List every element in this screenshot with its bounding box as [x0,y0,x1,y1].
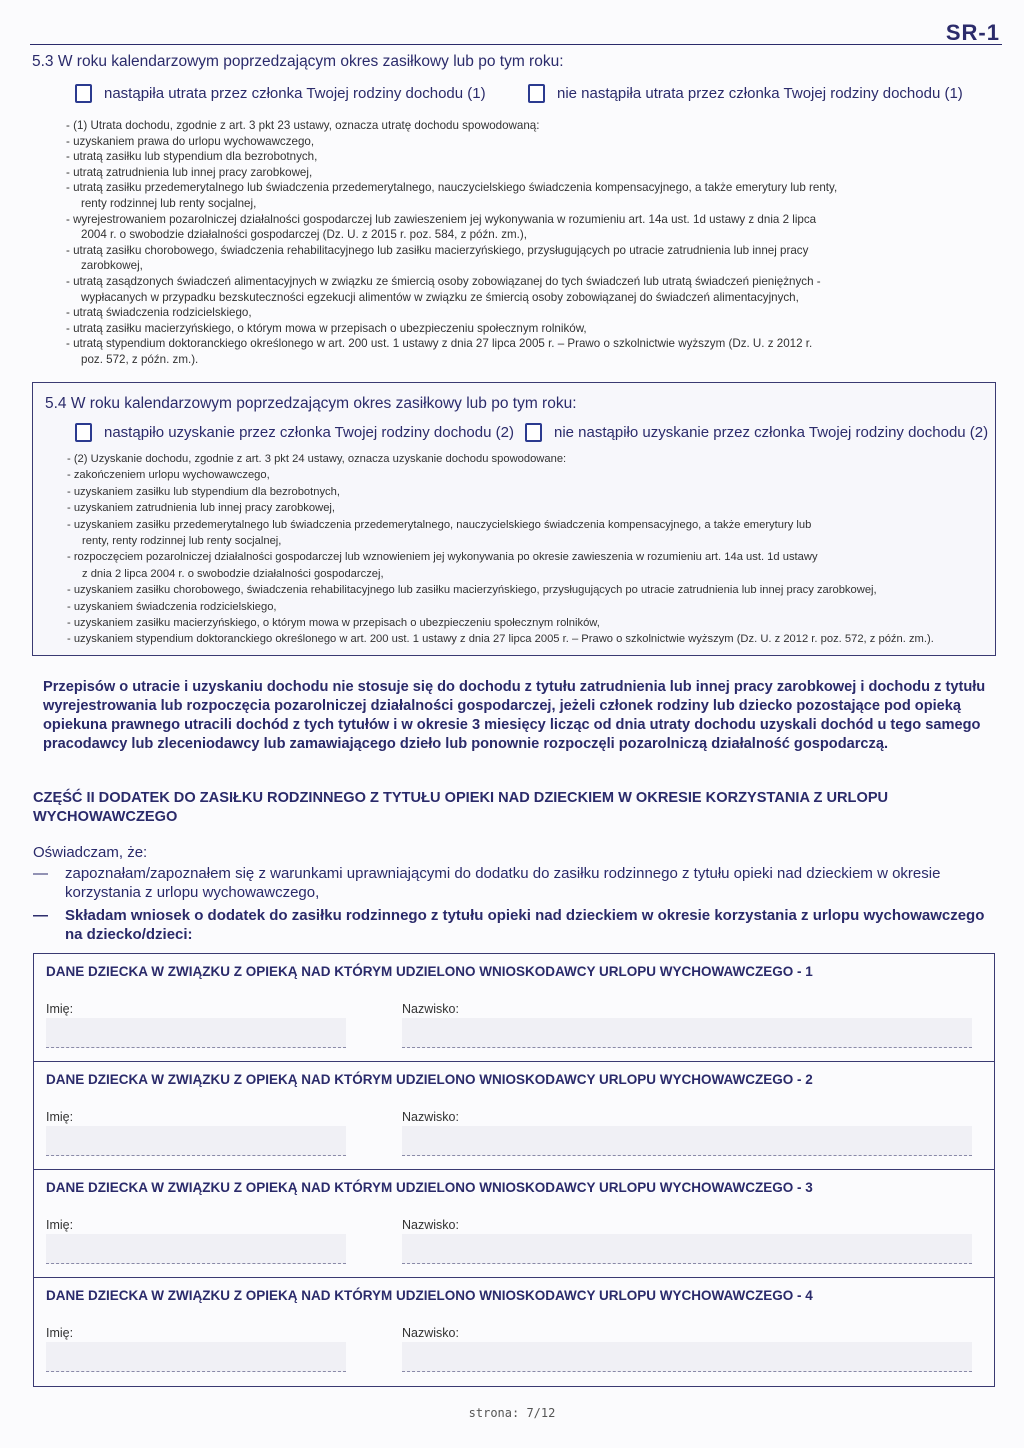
note-line: - (1) Utrata dochodu, zgodnie z art. 3 pkt 23 ustawy, oznacza utratę dochodu spowodowaną: [66,119,540,132]
note-line: - (2) Uzyskanie dochodu, zgodnie z art. 3 pkt 24 ustawy, oznacza uzyskanie dochodu spowodowane: [67,453,567,465]
option-label: nie nastąpiło uzyskanie przez członka Twojej rodziny dochodu (2) [554,424,989,441]
children-data-table [33,953,995,1387]
declaration [33,843,993,944]
child-block-title: DANE DZIECKA W ZWIĄZKU Z OPIEKĄ NAD KTÓRYM UDZIELONO WNIOSKODAWCY URLOPU WYCHOWAWCZEGO - 1 [46,964,813,979]
last-name-field[interactable] [402,1126,972,1156]
section-5-3-notes [66,118,837,368]
checkbox[interactable] [75,84,92,103]
first-name-label: Imię: [46,1110,74,1124]
child-block-1 [34,954,994,1062]
section-5-4-notes [67,451,934,648]
child-block-2 [34,1062,994,1170]
note-line: - uzyskaniem świadczenia rodzicielskiego, [67,600,277,613]
checkbox[interactable] [525,423,542,442]
child-block-4 [34,1278,994,1383]
note-line: - utratą stypendium doktoranckiego określonego w art. 200 ust. 1 ustawy z dnia 27 lipca 2005 r. – Prawo o szkolnictwie wyższym (Dz. U. z 2012 r. [66,337,813,351]
first-name-label: Imię: [46,1326,74,1340]
form-code: SR-1 [945,20,1000,45]
declaration-item [33,906,993,944]
note-line: - uzyskaniem zasiłku przedemerytalnego lub świadczenia przedemerytalnego, nauczycielskiego świadczenia kompensacyjnego, a także emerytury lub [67,518,812,531]
part-2-title: CZĘŚĆ II DODATEK DO ZASIŁKU RODZINNEGO Z TYTUŁU OPIEKI NAD DZIECKIEM W OKRESIE KORZYSTANIA Z URLOPU WYCHOWAWCZEGO [33,790,889,825]
last-name-label: Nazwisko: [402,1002,459,1016]
note-line: 2004 r. o swobodzie działalności gospodarczej (Dz. U. z 2015 r. poz. 584, z późn. zm.), [81,228,527,242]
checkbox[interactable] [75,423,92,442]
last-name-label: Nazwisko: [402,1110,459,1124]
note-line: renty rodzinnej lub renty socjalnej, [81,196,257,210]
last-name-label: Nazwisko: [402,1218,459,1232]
first-name-field[interactable] [46,1126,346,1156]
section-5-3-title: 5.3 W roku kalendarzowym poprzedzającym okres zasiłkowy lub po tym roku: [32,53,564,70]
note-line: zarobkowej, [81,259,143,273]
option-income-loss-no[interactable] [528,84,963,103]
dash: — [33,907,48,924]
child-block-title: DANE DZIECKA W ZWIĄZKU Z OPIEKĄ NAD KTÓRYM UDZIELONO WNIOSKODAWCY URLOPU WYCHOWAWCZEGO - 4 [46,1288,813,1303]
option-income-gain-yes[interactable] [75,423,514,442]
income-rules-paragraph: Przepisów o utracie i uzyskaniu dochodu nie stosuje się do dochodu z tytułu zatrudnienia lub innej pracy zarobkowej i dochodu z tytułu wyrejestrowania lub rozpoczęcia pozarolniczej działalności gospodarczej, jeżeli członek rodziny lub dziecko pozostające pod opieką opiekuna prawnego utracili dochód z tych tytułów i w okresie 3 miesięcy licząc od dnia utraty dochodu uzyskali dochód u tego samego pracodawcy lub zleceniodawcy lub zamawiającego dzieło lub ponownie rozpoczęli pozarolniczą działalność gospodarczą. [43,679,986,752]
note-line: - utratą zasiłku lub stypendium dla bezrobotnych, [66,150,318,164]
note-line: - uzyskaniem zasiłku lub stypendium dla bezrobotnych, [67,485,340,498]
first-name-label: Imię: [46,1002,74,1016]
note-line: poz. 572, z późn. zm.). [81,352,199,366]
option-label: nastąpiła utrata przez członka Twojej rodziny dochodu (1) [104,85,486,102]
declaration-text: Składam wniosek o dodatek do zasiłku rodzinnego z tytułu opieki nad dzieckiem w okresie korzystania z urlopu wychowawczego na dziecko/dzieci: [65,907,985,943]
dash: — [33,865,48,882]
note-line: z dnia 2 lipca 2004 r. o swobodzie działalności gospodarczej, [82,567,384,580]
section-5-4-title: 5.4 W roku kalendarzowym poprzedzającym okres zasiłkowy lub po tym roku: [45,395,577,412]
child-block-title: DANE DZIECKA W ZWIĄZKU Z OPIEKĄ NAD KTÓRYM UDZIELONO WNIOSKODAWCY URLOPU WYCHOWAWCZEGO - 3 [46,1180,813,1195]
note-line: - uzyskaniem zatrudnienia lub innej pracy zarobkowej, [67,502,336,515]
option-label: nie nastąpiła utrata przez członka Twojej rodziny dochodu (1) [557,85,963,102]
option-label: nastąpiło uzyskanie przez członka Twojej rodziny dochodu (2) [104,424,514,441]
declaration-text: zapoznałam/zapoznałem się z warunkami uprawniającymi do dodatku do zasiłku rodzinnego z tytułu opieki nad dzieckiem w okresie korzystania z urlopu wychowawczego, [65,865,941,901]
note-line: - utratą zasiłku macierzyńskiego, o którym mowa w przepisach o ubezpieczeniu społecznym rolników, [66,321,587,335]
note-line: - uzyskaniem prawa do urlopu wychowawczego, [66,134,315,148]
note-line: - zakończeniem urlopu wychowawczego, [67,469,270,482]
first-name-field[interactable] [46,1234,346,1264]
top-divider [30,44,1002,45]
note-line: - utratą świadczenia rodzicielskiego, [66,306,252,320]
note-line: - uzyskaniem zasiłku macierzyńskiego, o którym mowa w przepisach o ubezpieczeniu społecznym rolników, [67,617,600,630]
note-line: - uzyskaniem stypendium doktoranckiego określonego w art. 200 ust. 1 ustawy z dnia 27 lipca 2005 r. – Prawo o szkolnictwie wyższym (Dz. U. z 2012 r. poz. 572, z późn. zm.). [67,633,934,646]
note-line: renty, renty rodzinnej lub renty socjalnej, [82,535,282,548]
last-name-field[interactable] [402,1018,972,1048]
section-5-4-box [32,382,996,656]
note-line: - wyrejestrowaniem pozarolniczej działalności gospodarczej lub zawieszeniem jej wykonywania w rozumieniu art. 14a ust. 1d ustawy z dnia 2 lipca [66,212,817,226]
declaration-item [33,864,993,902]
first-name-field[interactable] [46,1018,346,1048]
note-line: - utratą zasiłku przedemerytalnego lub świadczenia przedemerytalnego, nauczycielskiego świadczenia kompensacyjnego, a także emerytury lub renty, [66,181,838,195]
first-name-label: Imię: [46,1218,74,1232]
note-line: - utratą zasiłku chorobowego, świadczenia rehabilitacyjnego lub zasiłku macierzyńskiego, przysługujących po utracie zatrudnienia lub innej pracy [66,243,809,257]
last-name-field[interactable] [402,1342,972,1372]
first-name-field[interactable] [46,1342,346,1372]
page-number: strona: 7/12 [468,1406,556,1420]
last-name-field[interactable] [402,1234,972,1264]
note-line: - rozpoczęciem pozarolniczej działalności gospodarczej lub wznowieniem jej wykonywania po okresie zawieszenia w rozumieniu art. 14a ust. 1d ustawy [67,551,818,564]
checkbox[interactable] [528,84,545,103]
option-income-loss-yes[interactable] [75,84,486,103]
note-line: - utratą zasądzonych świadczeń alimentacyjnych w związku ze śmiercią osoby zobowiązanej do tych świadczeń lub utratą świadczeń pieniężnych - [66,274,821,288]
note-line: wypłacanych w przypadku bezskuteczności egzekucji alimentów w związku ze śmiercią osoby zobowiązanej do świadczeń alimentacyjnych, [81,290,799,304]
option-income-gain-no[interactable] [525,423,988,442]
child-block-title: DANE DZIECKA W ZWIĄZKU Z OPIEKĄ NAD KTÓRYM UDZIELONO WNIOSKODAWCY URLOPU WYCHOWAWCZEGO - 2 [46,1072,813,1087]
note-line: - uzyskaniem zasiłku chorobowego, świadczenia rehabilitacyjnego lub zasiłku macierzyńskiego, przysługujących po utracie zatrudnienia lub innej pracy zarobkowej, [67,584,877,597]
child-block-3 [34,1170,994,1278]
declaration-intro: Oświadczam, że: [33,844,148,861]
note-line: - utratą zatrudnienia lub innej pracy zarobkowej, [66,165,313,179]
last-name-label: Nazwisko: [402,1326,459,1340]
